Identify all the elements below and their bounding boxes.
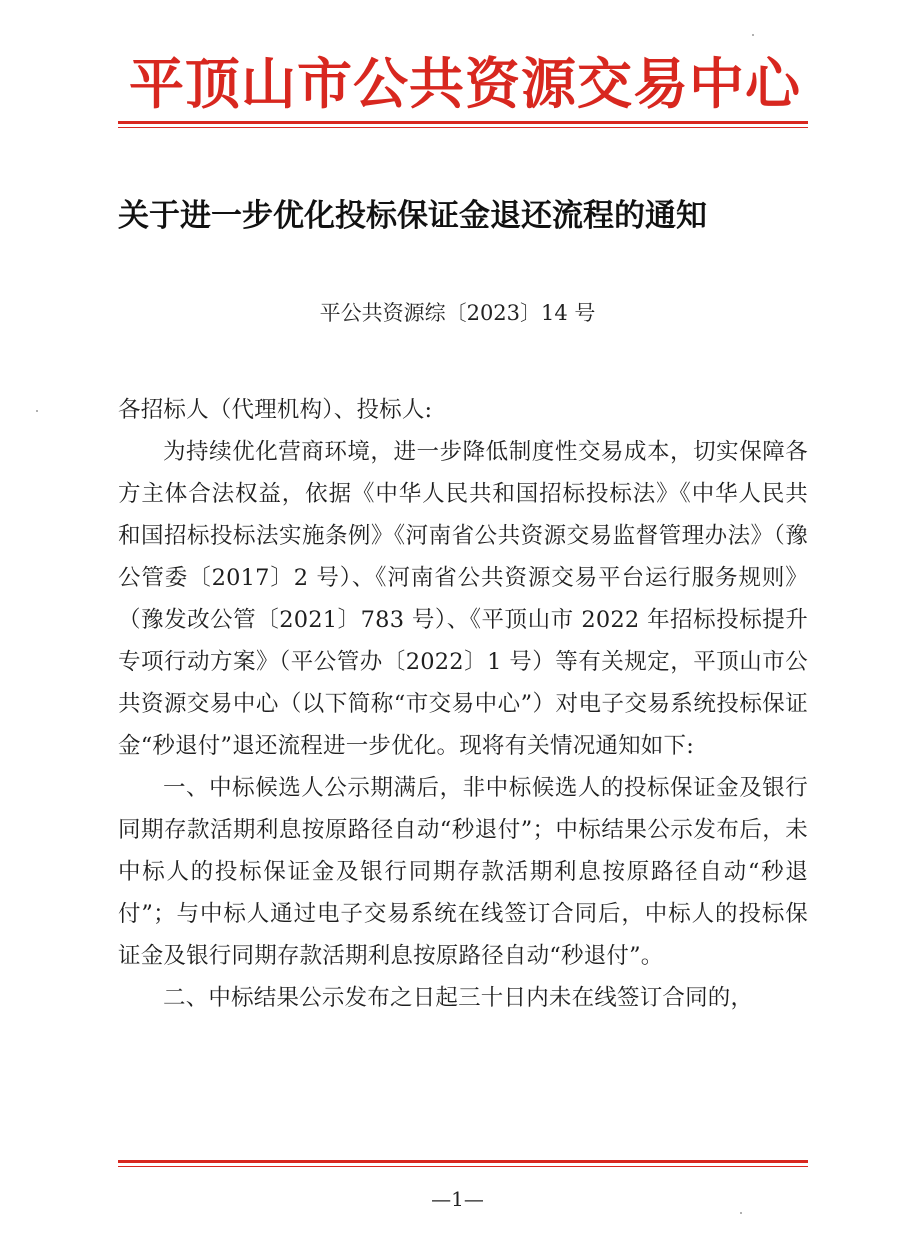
- scan-speck: [740, 1212, 742, 1214]
- salutation: 各招标人（代理机构）、投标人:: [118, 397, 433, 423]
- page-number: —1—: [431, 1187, 484, 1211]
- masthead-org-name: 平顶山市公共资源交易中心: [128, 52, 801, 116]
- paragraph-intro: 为持续优化营商环境，进一步降低制度性交易成本，切实保障各方主体合法权益，依据《中华人民共和国招标投标法》《中华人民共和国招标投标法实施条例》《河南省公共资源交易监督管理办法》（豫公管委〔2017〕2 号）、《河南省公共资源交易平台运行服务规则》（豫发改公管〔2021〕783 号）、《平顶山市 2022 年招标投标提升专项行动方案》（平公管办〔2022〕1 号）等有关规定，平顶山市公共资源交易中心（以下简称“市交易中心”）对电子交易系统投标保证金“秒退付”退还流程进一步优化。现将有关情况通知如下:: [118, 439, 808, 759]
- scan-speck: [752, 34, 754, 36]
- scan-speck: [36, 410, 38, 412]
- masthead-rule-thick: [118, 121, 808, 124]
- masthead-rule-thin: [118, 127, 808, 128]
- notice-body: [118, 389, 808, 1019]
- paragraph-item-1: 一、中标候选人公示期满后，非中标候选人的投标保证金及银行同期存款活期利息按原路径自动“秒退付”；中标结果公示发布后，未中标人的投标保证金及银行同期存款活期利息按原路径自动“秒退付”；与中标人通过电子交易系统在线签订合同后，中标人的投标保证金及银行同期存款活期利息按原路径自动“秒退付”。: [118, 775, 808, 969]
- footer-rule-thin: [118, 1166, 808, 1167]
- paragraph-item-2: 二、中标结果公示发布之日起三十日内未在线签订合同的，: [163, 985, 754, 1011]
- notice-title: 关于进一步优化投标保证金退还流程的通知: [118, 198, 707, 234]
- document-number: 平公共资源综〔2023〕14 号: [319, 301, 596, 325]
- footer-rule-thick: [118, 1160, 808, 1163]
